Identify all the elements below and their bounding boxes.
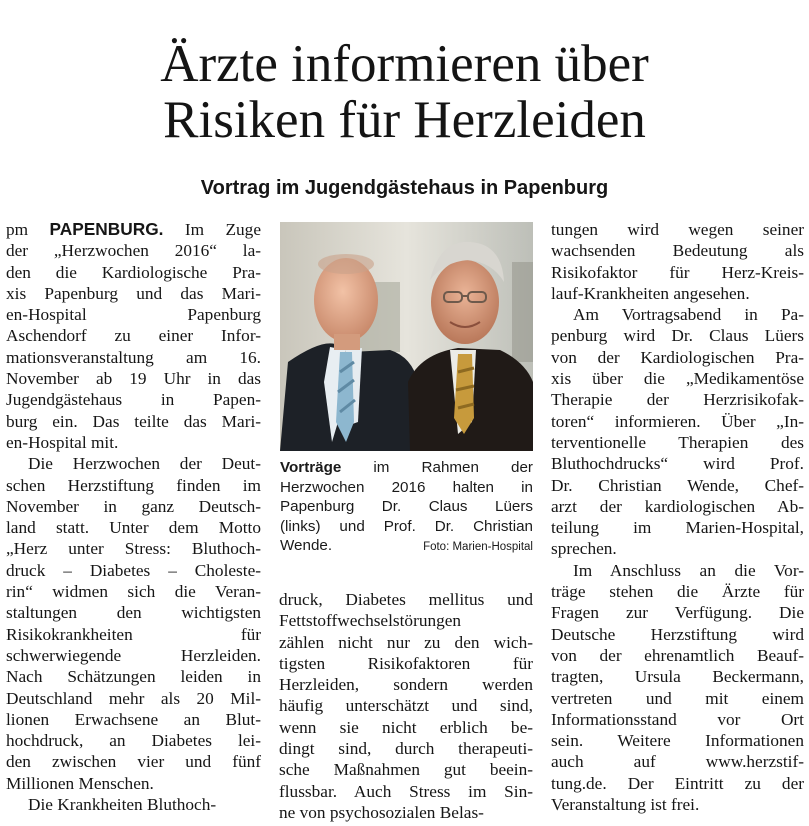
headline-line-1: Ärzte informieren über bbox=[160, 35, 649, 93]
article-line: Nach Schätzungen leiden in bbox=[6, 667, 261, 687]
article-photo bbox=[280, 222, 533, 451]
article-line: Millionen Menschen. bbox=[6, 773, 154, 793]
article-line: sche Maßnahmen gut beein- bbox=[279, 760, 533, 780]
photo-caption bbox=[280, 458, 533, 558]
article-line: lionen Erwachsene an Blut- bbox=[6, 709, 261, 729]
dateline: PAPENBURG. bbox=[49, 219, 164, 239]
article-line: xis Papenburg und das Mari- bbox=[6, 283, 261, 303]
article-line: Aschendorf zu einer Infor- bbox=[6, 326, 261, 346]
caption-line-4: (links) und Prof. Dr. Christian bbox=[280, 517, 533, 535]
article-line: rin“ widmen sich die Veran- bbox=[6, 582, 261, 602]
article-line: Dr. Christian Wende, Chef- bbox=[551, 475, 804, 495]
article-line: wenn sie nicht erblich be- bbox=[279, 717, 533, 737]
subheadline: Vortrag im Jugendgästehaus in Papenburg bbox=[200, 177, 609, 199]
article-line: den die Kardiologische Pra- bbox=[6, 262, 261, 282]
article-line: dingt sind, durch therapeuti- bbox=[279, 739, 533, 759]
article-line: teilung im Marien-Hospital, bbox=[551, 518, 804, 538]
article-line: hochdruck, an Diabetes lei- bbox=[6, 731, 261, 751]
article-line: flussbar. Auch Stress im Sin- bbox=[279, 781, 533, 801]
article-line: ne von psychosozialen Belas- bbox=[279, 802, 484, 822]
article-line: auch auf www.herzstif- bbox=[551, 752, 804, 772]
article-column-left bbox=[6, 219, 261, 815]
article-column-right bbox=[551, 219, 804, 815]
article-line: druck, Diabetes mellitus und bbox=[279, 590, 533, 609]
article-line: zählen nicht nur zu den wich- bbox=[279, 632, 533, 652]
article-line: Deutschland mehr als 20 Mil- bbox=[6, 688, 261, 708]
article-line: der „Herzwochen 2016“ la- bbox=[6, 241, 261, 261]
caption-line-5: Wende. bbox=[280, 537, 333, 554]
article-line: terventionelle Therapien des bbox=[551, 432, 804, 452]
article-line: tungen wird wegen seiner bbox=[551, 220, 804, 239]
article-line: sprechen. bbox=[551, 539, 617, 559]
article-line: November ab 19 Uhr in das bbox=[6, 369, 261, 389]
article-line: staltungen den wichtigsten bbox=[6, 603, 261, 623]
author-initials: pm bbox=[6, 220, 50, 239]
caption-lead: Vorträge bbox=[280, 459, 342, 476]
article-line: wachsenden Bedeutung als bbox=[551, 241, 804, 261]
article-line: Deutsche Herzstiftung wird bbox=[551, 624, 804, 644]
article-line: Am Vortragsabend in Pa- bbox=[573, 305, 804, 325]
article-line: Fettstoffwechselstörungen bbox=[279, 611, 462, 631]
caption-line-2: Herzwochen 2016 halten in bbox=[280, 478, 533, 496]
article-line: Bluthochdrucks“ wird Prof. bbox=[551, 454, 804, 474]
article-line: Jugendgästehaus in Papen- bbox=[6, 390, 261, 410]
article-line: tigsten Risikofaktoren für bbox=[279, 653, 533, 673]
article-line: land statt. Unter dem Motto bbox=[6, 518, 261, 538]
article-line: Risikofaktor für Herz-Kreis- bbox=[551, 262, 804, 282]
article-line: toren“ informieren. Über „In- bbox=[551, 411, 804, 431]
article-column-middle bbox=[279, 589, 533, 823]
article-line: November in ganz Deutsch- bbox=[6, 496, 261, 516]
article-line: en-Hospital mit. bbox=[6, 432, 119, 452]
article-line: Die Herzwochen der Deut- bbox=[28, 454, 261, 474]
article-line: schwerwiegende Herzleiden. bbox=[6, 645, 261, 665]
article-line: lauf-Krankheiten angesehen. bbox=[551, 283, 750, 303]
photo-two-doctors bbox=[280, 222, 533, 451]
article-line: mationsveranstaltung am 16. bbox=[6, 347, 261, 367]
article-line: den zwischen vier und fünf bbox=[6, 752, 261, 772]
article-line: Informationsstand vor Ort bbox=[551, 709, 804, 729]
article-line: tung.de. Der Eintritt zu der bbox=[551, 773, 804, 793]
article-line: von der Kardiologischen Pra- bbox=[551, 347, 804, 367]
article-line: druck – Diabetes – Choleste- bbox=[6, 560, 261, 580]
article-line: Risikokrankheiten für bbox=[6, 624, 261, 644]
article-line: xis über die „Medikamentöse bbox=[551, 369, 804, 389]
headline bbox=[0, 36, 809, 148]
article-line: tragten, Ursula Beckermann, bbox=[551, 667, 804, 687]
article-line: schen Herzstiftung finden im bbox=[6, 475, 261, 495]
article-line: vertreten und mit einem bbox=[551, 688, 804, 708]
article-line: penburg wird Dr. Claus Lüers bbox=[551, 326, 804, 346]
article-line: von der ehrenamtlich Beauf- bbox=[551, 645, 804, 665]
photo-credit: Foto: Marien-Hospital bbox=[423, 541, 533, 553]
article-line: häufig unterschätzt und sind, bbox=[279, 696, 533, 716]
article-line: Fragen zur Verfügung. Die bbox=[551, 603, 804, 623]
article-line: en-Hospital Papenburg bbox=[6, 305, 261, 325]
caption-line-1: im Rahmen der bbox=[341, 459, 533, 476]
article-line: Therapie der Herzrisikofak- bbox=[551, 390, 804, 410]
article-line: „Herz unter Stress: Bluthoch- bbox=[6, 539, 261, 559]
article-line: Herzleiden, sondern werden bbox=[279, 675, 533, 695]
article-line: träge stehen die Ärzte für bbox=[551, 582, 804, 602]
article-line: arzt der kardiologischen Ab- bbox=[551, 496, 804, 516]
article-line: Im Anschluss an die Vor- bbox=[573, 560, 804, 580]
article-line: sein. Weitere Informationen bbox=[551, 731, 804, 751]
headline-line-2: Risiken für Herzleiden bbox=[163, 91, 646, 149]
article-line: pm PAPENBURG. Im Zuge bbox=[6, 219, 261, 239]
article-line: burg ein. Das teilte das Mari- bbox=[6, 411, 261, 431]
article-line: Die Krankheiten Bluthoch- bbox=[28, 795, 217, 815]
caption-line-3: Papenburg Dr. Claus Lüers bbox=[280, 498, 533, 515]
article-line: Veranstaltung ist frei. bbox=[551, 795, 700, 815]
